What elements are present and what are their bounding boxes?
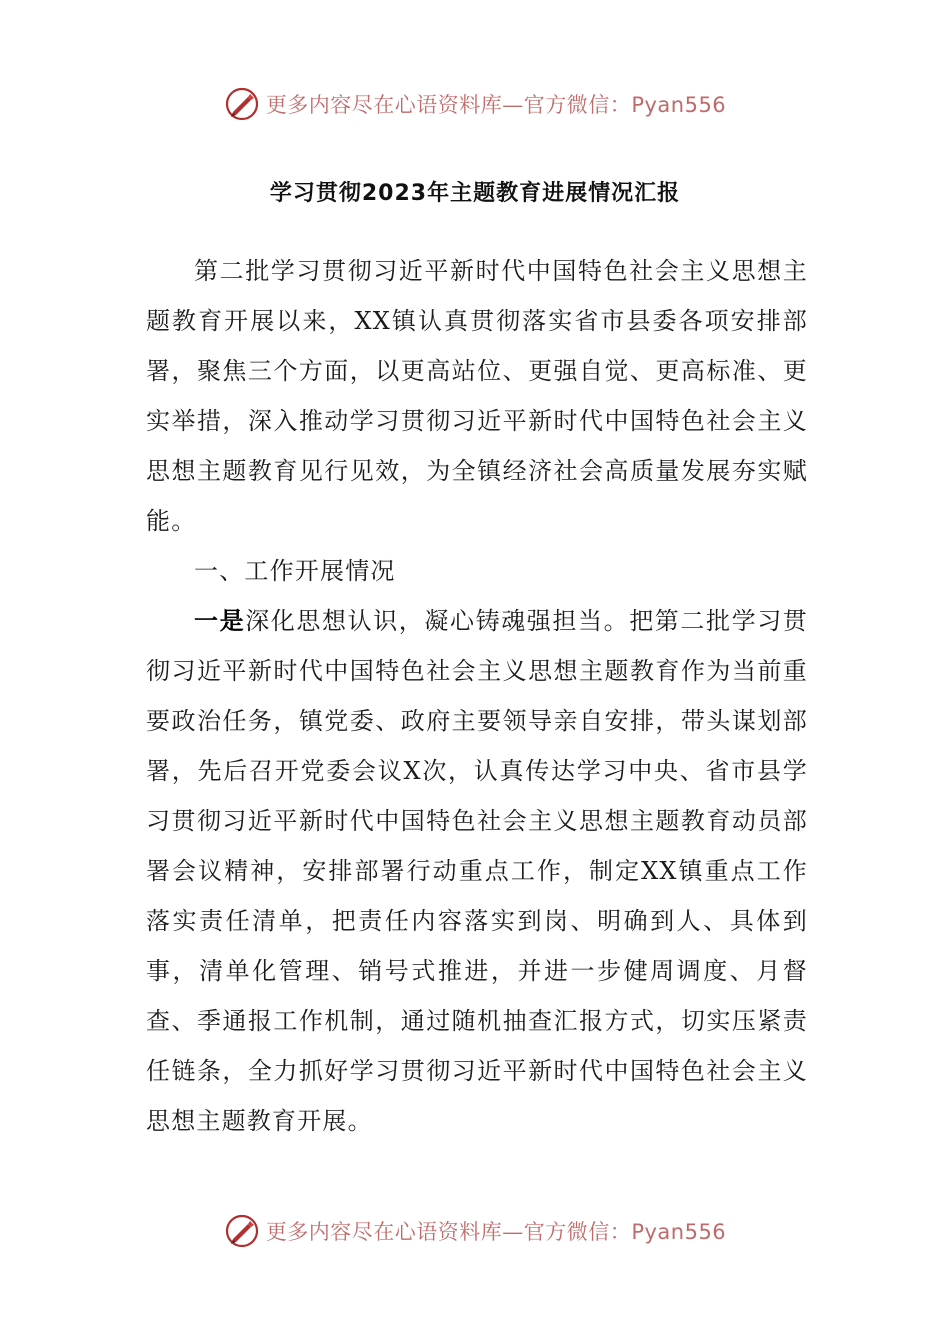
intro-paragraph: 第二批学习贯彻习近平新时代中国特色社会主义思想主题教育开展以来，XX镇认真贯彻落实省市县委各项安排部署，聚焦三个方面，以更高站位、更强自觉、更高标准、更实举措，深入推动学习贯彻习近平新时代中国特色社会主义思想主题教育见行见效，为全镇经济社会高质量发展夯实赋能。 bbox=[146, 257, 808, 535]
item-paragraph bbox=[146, 596, 808, 1146]
footer-banner bbox=[0, 1207, 950, 1255]
footer-banner-text: 更多内容尽在心语资料库—官方微信：Pyan556 bbox=[265, 1220, 727, 1244]
item-lead: 一是 bbox=[194, 606, 246, 635]
document-title: 学习贯彻2023年主题教育进展情况汇报 bbox=[269, 181, 681, 206]
pen-logo-icon bbox=[224, 86, 260, 122]
header-banner bbox=[0, 80, 950, 128]
section-heading: 一、工作开展情况 bbox=[194, 557, 396, 585]
header-banner-text: 更多内容尽在心语资料库—官方微信：Pyan556 bbox=[265, 93, 727, 117]
pen-logo-icon bbox=[224, 1213, 260, 1249]
item-body: 深化思想认识，凝心铸魂强担当。把第二批学习贯彻习近平新时代中国特色社会主义思想主题教育作为当前重要政治任务，镇党委、政府主要领导亲自安排，带头谋划部署，先后召开党委会议X次，认真传达学习中央、省市县学习贯彻习近平新时代中国特色社会主义思想主题教育动员部署会议精神，安排部署行动重点工作，制定XX镇重点工作落实责任清单，把责任内容落实到岗、明确到人、具体到事，清单化管理、销号式推进，并进一步健周调度、月督查、季通报工作机制，通过随机抽查汇报方式，切实压紧责任链条，全力抓好学习贯彻习近平新时代中国特色社会主义思想主题教育开展。 bbox=[146, 607, 808, 1135]
